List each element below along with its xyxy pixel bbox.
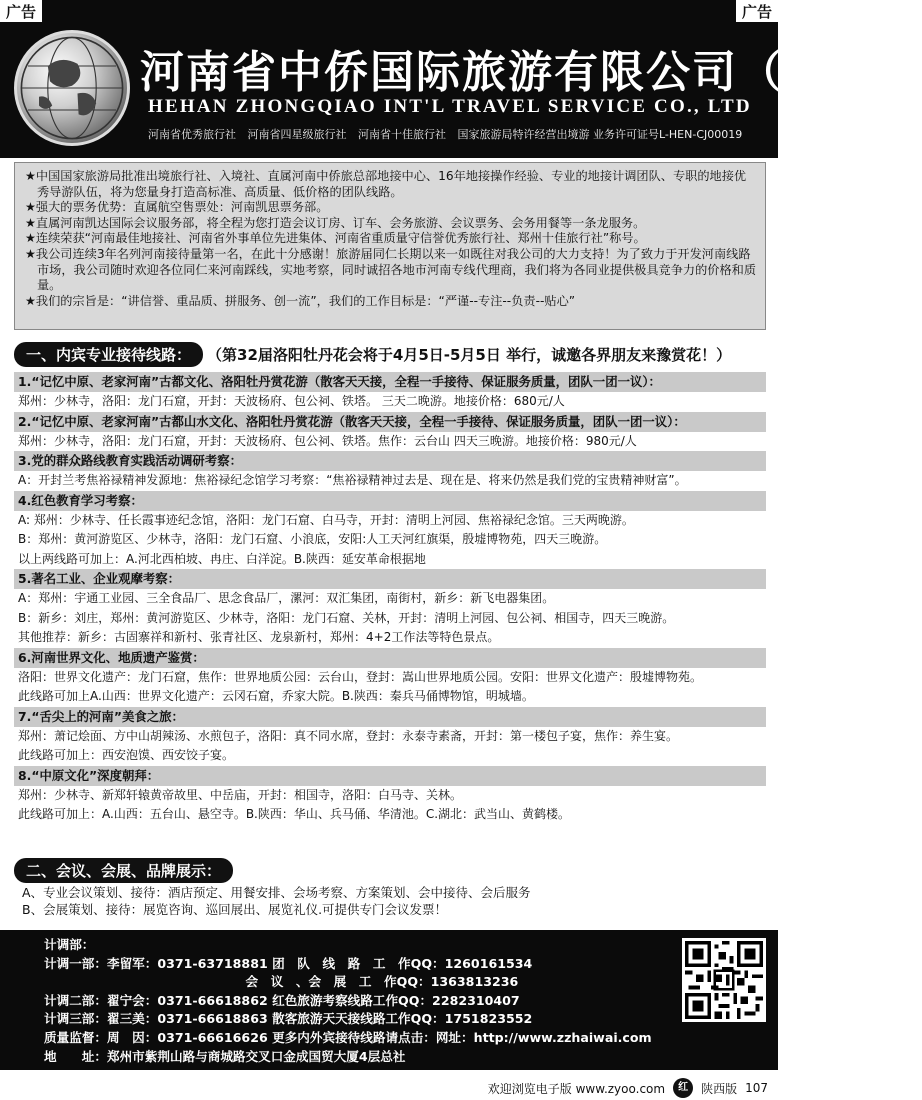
route-line: 洛阳：世界文化遗产：龙门石窟，焦作：世界地质公园：云台山，登封：嵩山世界地质公园。安阳：世界文化遗产：殷墟博物苑。 [18,669,703,684]
website-text: 欢迎浏览电子版 www.zyoo.com [487,1081,666,1096]
route-list [14,372,766,825]
route-title: 1.“记忆中原、老家河南”古都文化、洛阳牡丹赏花游（散客天天接，全程一手接待、保证服务质量，团队一团一议）： [14,372,766,392]
conference-item: B、会展策划、接待：展览咨询、巡回展出、展览礼仪.可提供专门会议发票！ [22,902,448,917]
route-line: 郑州：萧记烩面、方中山胡辣汤、水煎包子，洛阳：真不同水席，登封：永泰寺素斋，开封：第一楼包子宴，焦作：养生宴。 [18,728,679,743]
page-footer [0,1072,778,1100]
conference-services [14,884,766,918]
route-line: 此线路可加上：A.山西：五台山、悬空寺。B.陕西：华山、兵马俑、华清池。C.湖北：武当山、黄鹤楼。 [18,807,571,821]
route-title: 3.党的群众路线教育实践活动调研考察： [14,451,766,471]
contact-line: 会 议 、会 展 工 作QQ：1363813236 [44,974,519,990]
route-line: 郑州：少林寺，洛阳：龙门石窟，开封：天波杨府、包公祠、铁塔。焦作：云台山 四天三晚游。地接价格：980元/人 [18,433,637,448]
intro-item: ★连续荣获“河南最佳地接社、河南省外事单位先进集体、河南省重质量守信誉优秀旅行社、郑州十佳旅行社”称号。 [25,231,646,246]
route-title: 2.“记忆中原、老家河南”古都山水文化、洛阳牡丹赏花游（散客天天接，全程一手接待、保证服务质量，团队一团一议）： [14,412,766,432]
route-title: 5.著名工业、企业观摩考察： [14,569,766,589]
intro-box [14,162,766,330]
seal-badge: 红 [673,1078,693,1098]
contact-footer [0,930,778,1070]
company-header [0,0,922,158]
route-line: 其他推荐：新乡：古固寨祥和新村、张青社区、龙泉新村，郑州：4+2工作法等特色景点。 [18,630,500,644]
route-title: 7.“舌尖上的河南”美食之旅： [14,707,766,727]
route-line: B：新乡：刘庄，郑州：黄河游览区、少林寺，洛阳：龙门石窟、关林，开封：清明上河园、包公祠、相国寺，四天三晚游。 [18,610,675,625]
globe-logo-icon [14,30,130,146]
conference-item: A、专业会议策划、接待：酒店预定、用餐安排、会场考察、方案策划、会中接待、会后服务 [22,885,531,900]
route-line: A：郑州：宇通工业园、三全食品厂、思念食品厂，漯河：双汇集团，南街村，新乡：新飞电器集团。 [18,591,555,605]
route-line: B：郑州：黄河游览区、少林寺，洛阳：龙门石窟、小浪底，安阳:人工天河红旗渠，殷墟博物苑，四天三晚游。 [18,532,607,546]
route-line: 以上两线路可加上：A.河北西柏坡、冉庄、白洋淀。B.陕西：延安革命根据地 [18,551,426,566]
route-line: 此线路可加上A.山西：世界文化遗产：云冈石窟，乔家大院。B.陕西：秦兵马俑博物馆，明城墙。 [18,689,534,703]
contact-line: 地 址：郑州市紫荆山路与商城路交叉口金成国贸大厦4层总社 [44,1048,406,1064]
credential-item: 河南省优秀旅行社 [148,128,236,141]
ad-label-left: 广告 [0,0,42,22]
intro-item: ★我公司连续3年名列河南接待量第一名，在此十分感谢！旅游届同仁长期以来一如既往对我公司的大力支持！为了致力于开发河南线路市场，我公司随时欢迎各位同仁来河南踩线，实地考察，同时诚招各地市河南专线代理商，我们将为各同业提供极具竞争力的价格和质量。 [25,246,757,293]
route-title: 8.“中原文化”深度朝拜： [14,766,766,786]
contact-line: 计调二部：翟宁会：0371-66618862 红色旅游考察线路工作QQ：2282310407 [44,992,520,1008]
page-number: 107 [745,1081,768,1095]
section1-heading [14,342,731,366]
route-line: A: 郑州：少林寺、任长霞事迹纪念馆，洛阳：龙门石窟、白马寺，开封：清明上河园、焦裕禄纪念馆。三天两晚游。 [18,512,634,527]
section2-title: 二、会议、会展、品牌展示： [14,858,233,883]
section2-heading [14,858,233,882]
credential-item: 河南省十佳旅行社 [358,128,446,141]
edition-label: 陕西版 [701,1081,738,1096]
route-title: 4.红色教育学习考察： [14,491,766,511]
qr-code-icon [682,938,766,1022]
ad-label-right: 广告 [736,0,778,22]
route-line: A：开封兰考焦裕禄精神发源地：焦裕禄纪念馆学习考察：“焦裕禄精神过去是、现在是、将来仍然是我们党的宝贵精神财富”。 [18,473,687,487]
contact-line: 计调一部：李留军：0371-63718881 团 队 线 路 工 作QQ：1260161534 [44,955,533,971]
company-name-cn: 河南省中侨国际旅游有限公司（总社） [140,47,922,98]
route-line: 郑州：少林寺、新郑轩辕黄帝故里、中岳庙，开封：相国寺，洛阳：白马寺、关林。 [18,787,463,802]
route-title: 6.河南世界文化、地质遗产鉴赏： [14,648,766,668]
route-line: 郑州：少林寺，洛阳：龙门石窟，开封：天波杨府、包公祠、铁塔。 三天二晚游。地接价格：680元/人 [18,394,565,408]
section1-title: 一、内宾专业接待线路： [14,342,203,367]
contact-line: 质量监督：周 因：0371-66616626 更多内外宾接待线路请点击：网址：http://www.zzhaiwai.com [44,1029,652,1045]
credential-item: 河南省四星级旅行社 [247,128,347,141]
section1-note: （第32届洛阳牡丹花会将于4月5日-5月5日 举行，诚邀各界朋友来豫赏花！） [207,345,732,364]
intro-item: ★我们的宗旨是：“讲信誉、重品质、拼服务、创一流”，我们的工作目标是：“严谨--专注--负责--贴心” [25,293,576,308]
contact-line: 计调部： [44,937,95,952]
credential-item: 国家旅游局特许经营出境游 业务许可证号L-HEN-CJ00019 [457,128,743,141]
contact-line: 计调三部：翟三美：0371-66618863 散客旅游天天接线路工作QQ：1751823552 [44,1011,533,1027]
company-name-en: HEHAN ZHONGQIAO INT'L TRAVEL SERVICE CO., LTD [148,96,752,117]
intro-item: ★中国国家旅游局批准出境旅行社、入境社、直属河南中侨旅总部地接中心、16年地接操作经验、专业的地接计调团队、专职的地接优秀导游队伍，将为您量身打造高标准、高质量、低价格的团队线路。 [25,169,747,199]
contact-lines [44,936,664,1066]
intro-item: ★强大的票务优势：直属航空售票处：河南凯思票务部。 [25,200,329,215]
route-line: 此线路可加上：西安泡馍、西安饺子宴。 [18,748,235,762]
company-credentials [148,126,750,142]
intro-item: ★直属河南凯达国际会议服务部，将全程为您打造会议订房、订车、会务旅游、会议票务、会务用餐等一条龙服务。 [25,215,646,230]
